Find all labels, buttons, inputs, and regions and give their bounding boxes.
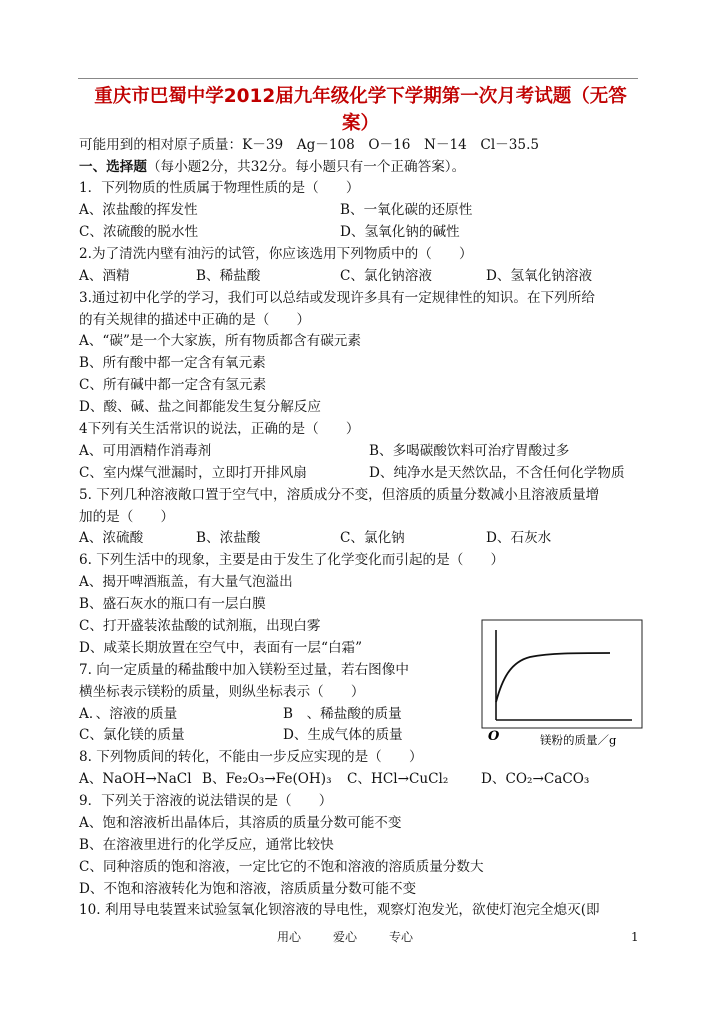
- q9-stem: 9．下列关于溶液的说法错误的是（ ）: [79, 793, 333, 809]
- q3-option-d: D、酸、碱、盐之间都能发生复分解反应: [79, 399, 321, 415]
- graph-curve: [496, 653, 610, 702]
- title-line-1: 重庆市巴蜀中学2012届九年级化学下学期第一次月考试题（无答: [94, 86, 627, 107]
- q8-stem: 8. 下列物质间的转化，不能由一步反应实现的是（ ）: [79, 749, 423, 765]
- q3-stem-1: 3.通过初中化学的学习，我们可以总结或发现许多具有一定规律性的知识。在下列所给: [79, 290, 595, 306]
- q8-option-c: C、HCl→CuCl₂: [347, 771, 449, 787]
- q9-option-b: B、在溶液里进行的化学反应，通常比较快: [79, 837, 334, 853]
- q5-option-b: B、浓盐酸: [196, 530, 261, 546]
- page-number: 1: [631, 930, 639, 944]
- graph-frame: [482, 620, 642, 728]
- section-heading: 一、选择题: [79, 159, 147, 175]
- q2-option-a: A、酒精: [79, 268, 130, 284]
- q3-stem-2: 的有关规律的描述中正确的是（ ）: [79, 312, 311, 328]
- footer-motto-3: 专心: [389, 930, 414, 944]
- q1-stem: 1．下列物质的性质属于物理性质的是（ ）: [79, 180, 360, 196]
- q7-stem-2: 横坐标表示镁粉的质量，则纵坐标表示（ ）: [79, 684, 365, 700]
- q8-option-b: B、Fe₂O₃→Fe(OH)₃: [202, 771, 332, 787]
- q3-option-b: B、所有酸中都一定含有氧元素: [79, 355, 266, 371]
- header-rule: [78, 78, 638, 79]
- q8-option-a: A、NaOH→NaCl: [79, 771, 192, 787]
- q6-option-a: A、揭开啤酒瓶盖，有大量气泡溢出: [79, 574, 293, 590]
- q7-stem-1: 7. 向一定质量的稀盐酸中加入镁粉至过量，若右图像中: [79, 662, 409, 678]
- exam-title: [78, 83, 643, 137]
- atomic-masses: 可能用到的相对原子质量：K－39 Ag－108 O－16 N－14 Cl－35.5: [79, 137, 540, 153]
- section-note: （每小题2分，共32分。每小题只有一个正确答案）。: [146, 159, 466, 175]
- q4-option-b: B、多喝碳酸饮料可治疗胃酸过多: [369, 443, 570, 459]
- q4-option-d: D、纯净水是天然饮品，不含任何化学物质: [369, 465, 625, 481]
- title-line-2: 案）: [341, 113, 379, 134]
- q4-option-c: C、室内煤气泄漏时，立即打开排风扇: [79, 465, 307, 481]
- graph-x-label: 镁粉的质量／g: [540, 733, 617, 747]
- q6-option-d: D、咸菜长期放置在空气中，表面有一层“白霜”: [79, 640, 363, 656]
- q5-option-c: C、氯化钠: [340, 530, 405, 546]
- q8-option-d: D、CO₂→CaCO₃: [481, 771, 590, 787]
- q4-option-a: A、可用酒精作消毒剂: [79, 443, 212, 459]
- q4-stem: 4下列有关生活常识的说法，正确的是（ ）: [79, 421, 360, 437]
- q7-option-c: C、氯化镁的质量: [79, 727, 185, 743]
- q2-option-c: C、氯化钠溶液: [340, 268, 432, 284]
- q2-stem: 2.为了清洗内壁有油污的试管，你应该选用下列物质中的（ ）: [79, 246, 473, 262]
- q5-stem-1: 5. 下列几种溶液敞口置于空气中，溶质成分不变，但溶质的质量分数减小且溶液质量增: [79, 487, 600, 503]
- q10-stem: 10. 利用导电装置来试验氢氧化钡溶液的导电性，观察灯泡发光，欲使灯泡完全熄灭(即: [79, 902, 600, 918]
- q9-option-a: A、饱和溶液析出晶体后，其溶质的质量分数可能不变: [79, 815, 402, 831]
- q2-option-b: B、稀盐酸: [196, 268, 261, 284]
- q6-option-b: B、盛石灰水的瓶口有一层白膜: [79, 596, 266, 612]
- q6-stem: 6. 下列生活中的现象，主要是由于发生了化学变化而引起的是（ ）: [79, 552, 505, 568]
- q7-graph: [480, 618, 650, 758]
- q7-option-a: A．、溶液的质量: [79, 706, 178, 722]
- footer-motto-2: 爱心: [333, 930, 358, 944]
- q3-option-c: C、所有碱中都一定含有氢元素: [79, 377, 267, 393]
- q1-option-b: B、一氧化碳的还原性: [340, 202, 473, 218]
- q7-option-d: D、生成气体的质量: [283, 727, 403, 743]
- section-header: [79, 157, 465, 177]
- q5-option-d: D、石灰水: [486, 530, 552, 546]
- footer-motto-1: 用心: [277, 930, 302, 944]
- q9-option-d: D、不饱和溶液转化为饱和溶液，溶质质量分数可能不变: [79, 881, 417, 897]
- q1-option-a: A、浓盐酸的挥发性: [79, 202, 198, 218]
- q1-option-c: C、浓硫酸的脱水性: [79, 224, 199, 240]
- q9-option-c: C、同种溶质的饱和溶液，一定比它的不饱和溶液的溶质质量分数大: [79, 859, 484, 875]
- q6-option-c: C、打开盛装浓盐酸的试剂瓶，出现白雾: [79, 618, 321, 634]
- q5-stem-2: 加的是（ ）: [79, 509, 175, 525]
- q5-option-a: A、浓硫酸: [79, 530, 144, 546]
- q7-option-b: B 、稀盐酸的质量: [283, 706, 402, 722]
- graph-origin: O: [488, 729, 500, 744]
- q2-option-d: D、氢氧化钠溶液: [486, 268, 593, 284]
- q1-option-d: D、氢氧化钠的碱性: [340, 224, 460, 240]
- q3-option-a: A、“碳”是一个大家族，所有物质都含有碳元素: [79, 333, 361, 349]
